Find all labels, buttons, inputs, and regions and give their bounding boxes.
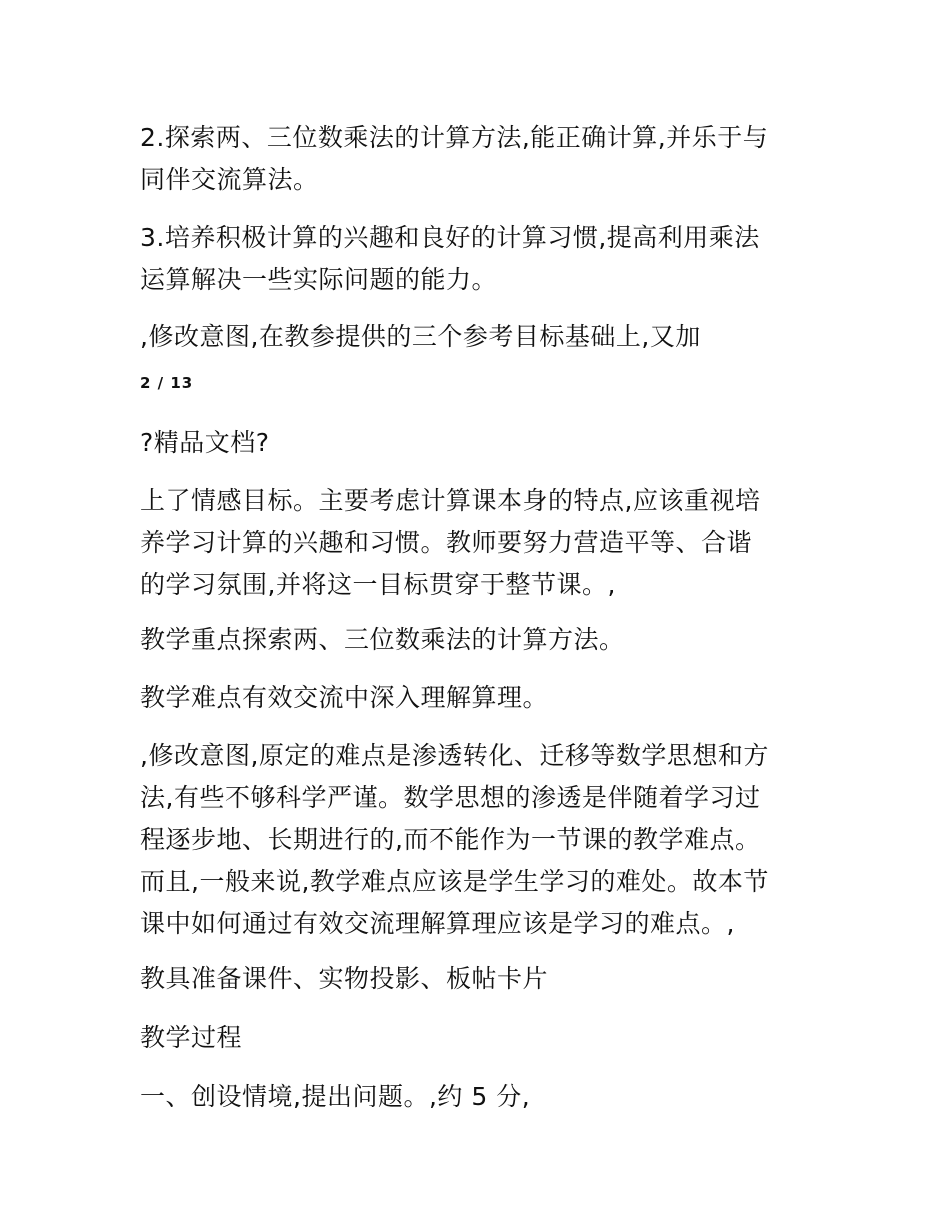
text-line: 养学习计算的兴趣和习惯。教师要努力营造平等、合谐 xyxy=(140,528,753,557)
text-line: 2.探索两、三位数乘法的计算方法,能正确计算,并乐于与 xyxy=(140,123,769,152)
text-line: 上了情感目标。主要考虑计算课本身的特点,应该重视培 xyxy=(140,486,761,515)
text-line: 教具准备课件、实物投影、板帖卡片 xyxy=(140,964,549,993)
teaching-difficulty xyxy=(140,677,820,719)
text-line: ?精品文档? xyxy=(140,428,270,457)
document-header-mark xyxy=(140,422,820,464)
text-line: 教学重点探索两、三位数乘法的计算方法。 xyxy=(140,625,625,654)
text-line: 的学习氛围,并将这一目标贯穿于整节课。, xyxy=(140,570,616,599)
text-line: ,修改意图,在教参提供的三个参考目标基础上,又加 xyxy=(140,322,701,351)
text-line: 法,有些不够科学严谨。数学思想的渗透是伴随着学习过 xyxy=(140,783,761,812)
goal-3-paragraph xyxy=(140,217,820,301)
text-line: 教学难点有效交流中深入理解算理。 xyxy=(140,683,549,712)
text-line: 教学过程 xyxy=(140,1023,243,1052)
text-line: 3.培养积极计算的兴趣和良好的计算习惯,提高利用乘法 xyxy=(140,223,760,252)
process-step-1 xyxy=(140,1076,820,1118)
revision-note-1-start xyxy=(140,316,820,358)
page-number: 2 / 13 xyxy=(140,374,194,392)
text-line: 运算解决一些实际问题的能力。 xyxy=(140,265,498,294)
teaching-process-heading xyxy=(140,1017,820,1059)
revision-note-1-continued xyxy=(140,480,820,606)
teaching-materials xyxy=(140,958,820,1000)
revision-note-2 xyxy=(140,735,820,945)
text-line: 程逐步地、长期进行的,而不能作为一节课的教学难点。 xyxy=(140,825,761,854)
text-line: 课中如何通过有效交流理解算理应该是学习的难点。, xyxy=(140,909,735,938)
text-line: 一、创设情境,提出问题。,约 5 分, xyxy=(140,1082,531,1111)
text-line: ,修改意图,原定的难点是渗透转化、迁移等数学思想和方 xyxy=(140,741,769,770)
teaching-key-point xyxy=(140,619,820,661)
text-line: 同伴交流算法。 xyxy=(140,165,319,194)
goal-2-paragraph xyxy=(140,117,820,201)
text-line: 而且,一般来说,教学难点应该是学生学习的难处。故本节 xyxy=(140,867,769,896)
